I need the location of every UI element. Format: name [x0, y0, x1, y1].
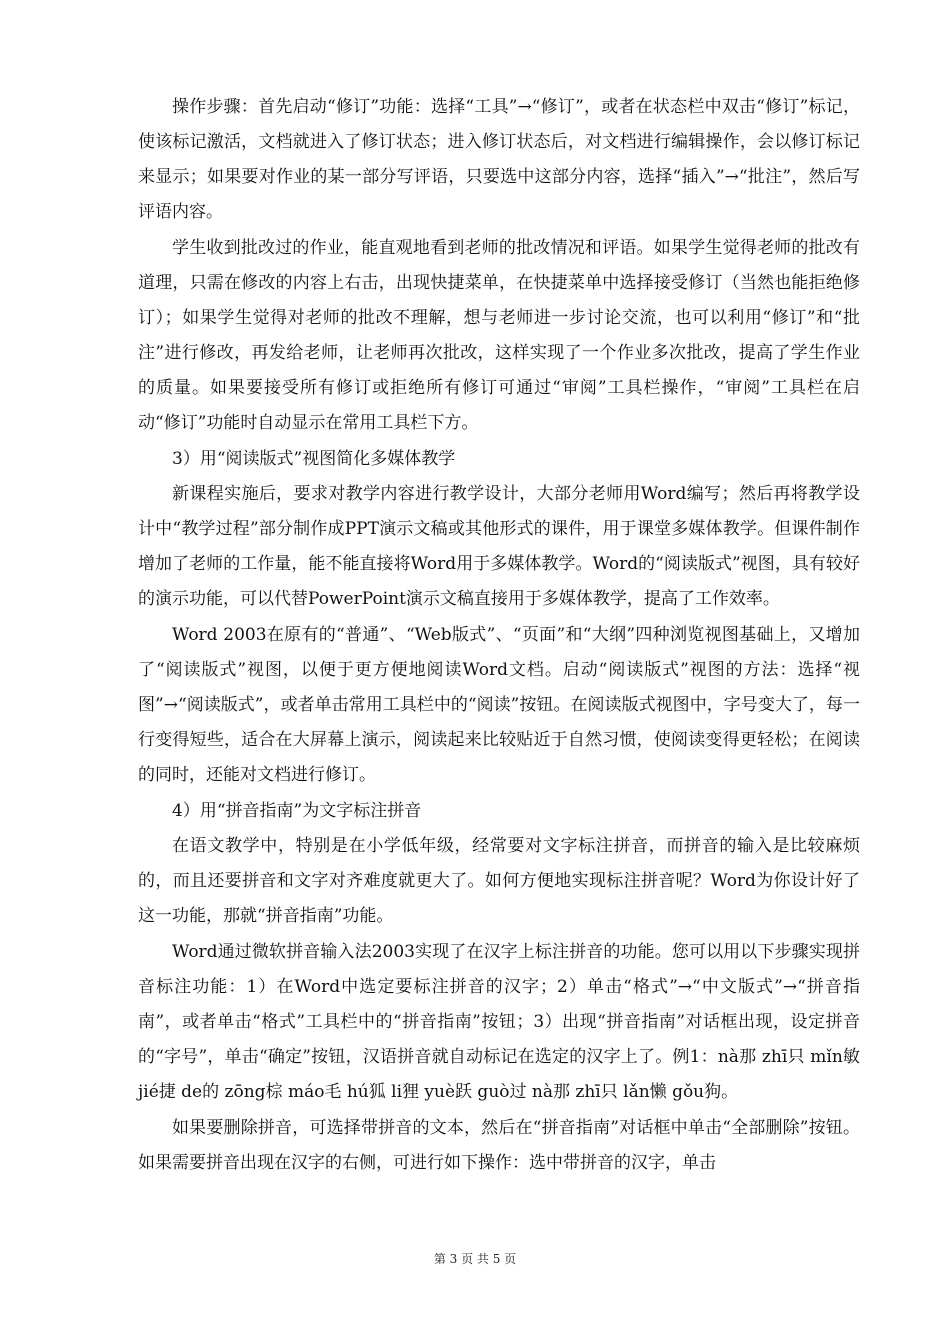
section-heading: 3）用“阅读版式”视图简化多媒体教学 [172, 449, 456, 469]
document-body [138, 90, 860, 1182]
body-paragraph: 在语文教学中，特别是在小学低年级，经常要对文字标注拼音，而拼音的输入是比较麻烦的，而且还要拼音和文字对齐难度就更大了。如何方便地实现标注拼音呢？Word为你设计好了这一功能，那就“拼音指南”功能。 [138, 836, 860, 926]
body-paragraph: 新课程实施后，要求对教学内容进行教学设计，大部分老师用Word编写；然后再将教学设计中“教学过程”部分制作成PPT演示文稿或其他形式的课件，用于课堂多媒体教学。但课件制作增加了老师的工作量，能不能直接将Word用于多媒体教学。Word的“阅读版式”视图，具有较好的演示功能，可以代替PowerPoint演示文稿直接用于多媒体教学，提高了工作效率。 [138, 484, 860, 609]
body-paragraph: 学生收到批改过的作业，能直观地看到老师的批改情况和评语。如果学生觉得老师的批改有道理，只需在修改的内容上右击，出现快捷菜单，在快捷菜单中选择接受修订（当然也能拒绝修订）；如果学生觉得对老师的批改不理解，想与老师进一步讨论交流，也可以利用“修订”和“批注”进行修改，再发给老师，让老师再次批改，这样实现了一个作业多次批改，提高了学生作业的质量。如果要接受所有修订或拒绝所有修订可通过“审阅”工具栏操作，“审阅”工具栏在启动“修订”功能时自动显示在常用工具栏下方。 [138, 238, 860, 433]
body-paragraph: 如果要删除拼音，可选择带拼音的文本，然后在“拼音指南”对话框中单击“全部删除”按钮。如果需要拼音出现在汉字的右侧，可进行如下操作：选中带拼音的汉字，单击 [138, 1118, 860, 1173]
body-paragraph: 操作步骤：首先启动“修订”功能：选择“工具”→“修订”，或者在状态栏中双击“修订”标记，使该标记激活，文档就进入了修订状态；进入修订状态后，对文档进行编辑操作，会以修订标记来显示；如果要对作业的某一部分写评语，只要选中这部分内容，选择“插入”→“批注”，然后写评语内容。 [138, 97, 860, 222]
body-paragraph: Word通过微软拼音输入法2003实现了在汉字上标注拼音的功能。您可以用以下步骤实现拼音标注功能：1）在Word中选定要标注拼音的汉字；2）单击“格式”→“中文版式”→“拼音指南”，或者单击“格式”工具栏中的“拼音指南”按钮；3）出现“拼音指南”对话框出现，设定拼音的“字号”，单击“确定”按钮，汉语拼音就自动标记在选定的汉字上了。例1：nà那 zhī只 mǐn敏 jié捷 de的 zōng棕 máo毛 hú狐 li狸 yuè跃 guò过 nà那 zhī只 lǎn懒 gǒu狗。 [138, 942, 860, 1102]
body-paragraph: Word 2003在原有的“普通”、“Web版式”、“页面”和“大纲”四种浏览视图基础上，又增加了“阅读版式”视图，以便于更方便地阅读Word文档。启动“阅读版式”视图的方法：选择“视图”→“阅读版式”，或者单击常用工具栏中的“阅读”按钮。在阅读版式视图中，字号变大了，每一行变得短些，适合在大屏幕上演示，阅读起来比较贴近于自然习惯，使阅读变得更轻松；在阅读的同时，还能对文档进行修订。 [138, 625, 860, 785]
page-footer: 第 3 页 共 5 页 [433, 1252, 517, 1266]
section-heading: 4）用“拼音指南”为文字标注拼音 [172, 801, 422, 821]
